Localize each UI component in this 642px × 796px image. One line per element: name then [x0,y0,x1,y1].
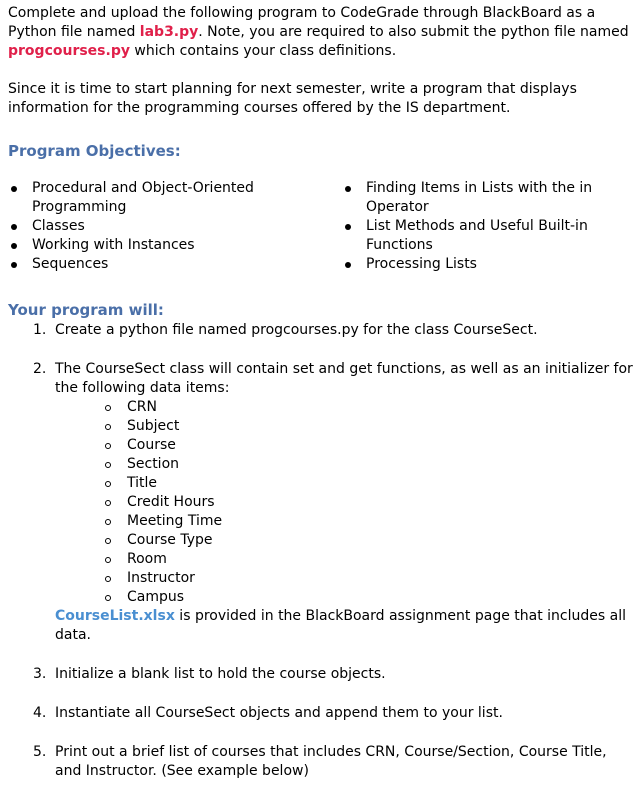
step-text: Create a python file named progcourses.py for the class CourseSect. [55,322,538,338]
data-item: Title [127,474,634,493]
intro-text-a: Complete and upload the following program to CodeGrade through BlackBoard as a Python file named [8,5,596,40]
step-text: Instantiate all CourseSect objects and append them to your list. [55,705,503,721]
data-item: CRN [127,398,634,417]
data-items-list [55,398,634,607]
objective-item: Processing Lists [342,255,634,274]
program-steps [8,321,634,781]
circle-bullet-icon [105,443,111,449]
data-item: Subject [127,417,634,436]
bullet-icon [345,224,351,230]
bullet-icon [11,186,17,192]
step-number: 2. [33,361,47,377]
bullet-icon [11,224,17,230]
bullet-icon [11,262,17,268]
step-number: 4. [33,705,47,721]
step-text: The CourseSect class will contain set and get functions, as well as an initializer for the following data items: [55,361,633,396]
objectives-heading: Program Objectives: [8,142,181,160]
assignment-document [8,0,634,779]
intro-paragraph-2: Since it is time to start planning for next semester, write a program that displays information for the programming courses offered by the IS department. [8,81,577,116]
bullet-icon [11,243,17,249]
data-item: Course [127,436,634,455]
intro-section [8,0,634,118]
step-4 [8,704,634,723]
circle-bullet-icon [105,519,111,525]
progcourses-filename: progcourses.py [8,43,130,59]
objective-item: Working with Instances [8,236,328,255]
objective-item: Procedural and Object-Oriented Programming [8,179,328,217]
intro-text-b: . Note, you are required to also submit the python file named [198,24,629,40]
objective-item: Finding Items in Lists with the in Operator [342,179,634,217]
step-text: Print out a brief list of courses that includes CRN, Course/Section, Course Title, and Instructor. (See example below) [55,744,607,779]
bullet-icon [345,186,351,192]
step-2 [8,360,634,645]
objectives-list [8,179,634,279]
step-1 [8,321,634,340]
circle-bullet-icon [105,424,111,430]
data-item: Meeting Time [127,512,634,531]
data-item: Room [127,550,634,569]
objectives-left-column [8,179,328,274]
circle-bullet-icon [105,595,111,601]
objective-item: List Methods and Useful Built-in Functions [342,217,634,255]
circle-bullet-icon [105,405,111,411]
courselist-note-text: is provided in the BlackBoard assignment page that includes all data. [55,608,626,643]
circle-bullet-icon [105,576,111,582]
step-number: 5. [33,744,47,760]
step-3 [8,665,634,684]
circle-bullet-icon [105,538,111,544]
courselist-note [55,607,634,645]
step-number: 1. [33,322,47,338]
data-item: Section [127,455,634,474]
step-5 [8,743,634,781]
circle-bullet-icon [105,481,111,487]
step-number: 3. [33,666,47,682]
bullet-icon [345,262,351,268]
objectives-right-column [342,179,634,274]
courselist-filename: CourseList.xlsx [55,608,175,624]
circle-bullet-icon [105,462,111,468]
intro-text-c: which contains your class definitions. [129,43,397,59]
circle-bullet-icon [105,500,111,506]
circle-bullet-icon [105,557,111,563]
data-item: Credit Hours [127,493,634,512]
lab3-filename: lab3.py [139,24,199,40]
intro-paragraph-1 [8,4,634,61]
data-item: Campus [127,588,634,607]
program-heading: Your program will: [8,301,164,319]
data-item: Course Type [127,531,634,550]
objective-item: Sequences [8,255,328,274]
step-text: Initialize a blank list to hold the course objects. [55,666,386,682]
data-item: Instructor [127,569,634,588]
objective-item: Classes [8,217,328,236]
